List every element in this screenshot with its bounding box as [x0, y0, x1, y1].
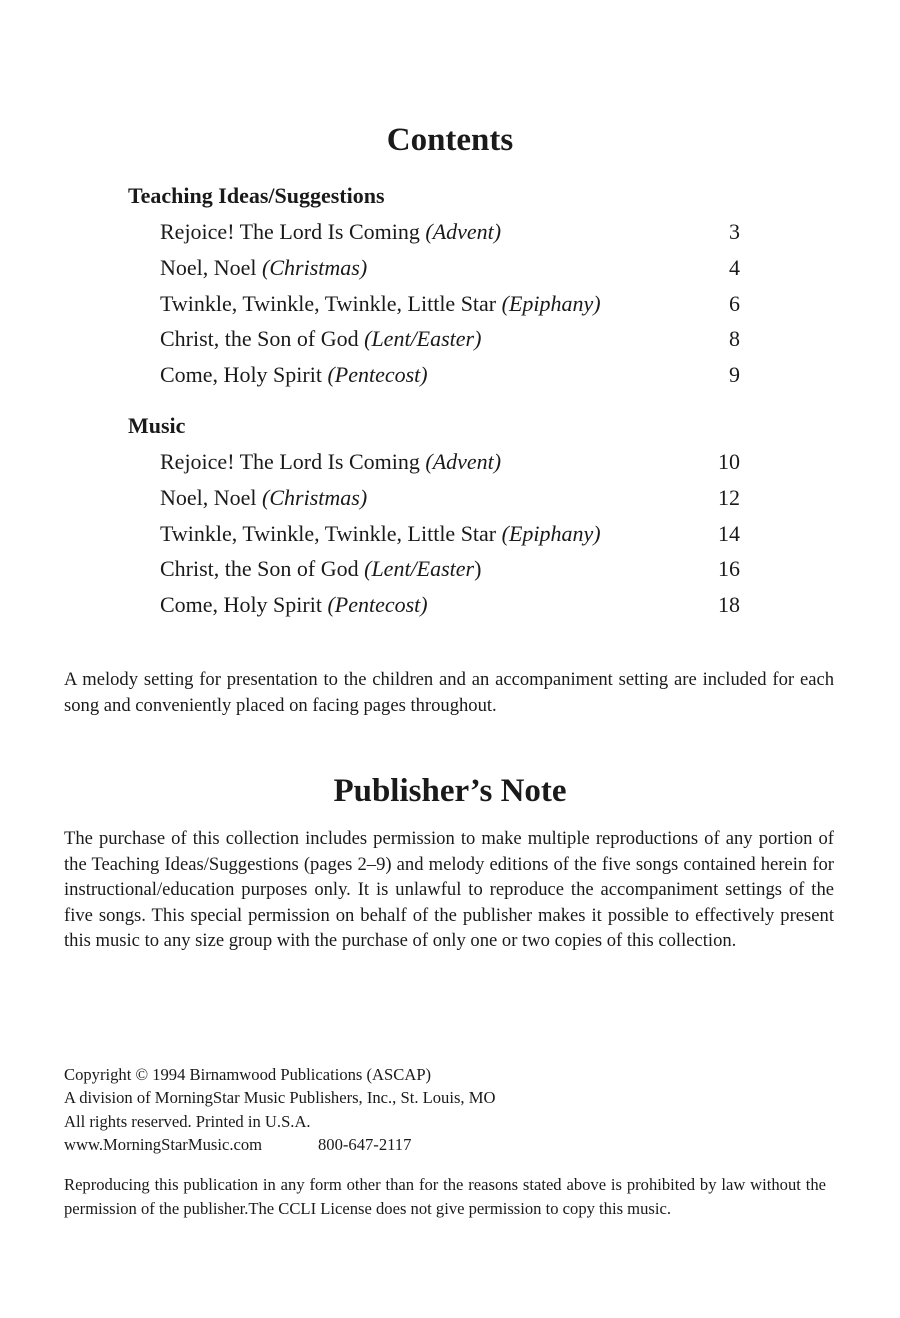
contents-title: Contents: [386, 122, 514, 158]
teaching-ideas-list: [160, 216, 740, 395]
toc-entry: [160, 518, 740, 554]
toc-entry: [160, 216, 740, 252]
toc-entry-season: (Christmas): [262, 254, 368, 280]
toc-entry-season: (Advent): [425, 449, 502, 474]
publishers-note-title: Publisher’s Note: [333, 773, 567, 809]
toc-entry-season: (Lent/Easter): [364, 326, 482, 352]
toc-entry-page: 18: [718, 592, 740, 618]
division-line: A division of MorningStar Music Publishers, Inc., St. Louis, MO: [64, 1088, 496, 1108]
toc-entry-page: 16: [718, 556, 740, 582]
toc-entry-title: Twinkle, Twinkle, Twinkle, Little Star: [160, 520, 497, 546]
toc-entry: [160, 553, 740, 589]
website-url: www.MorningStarMusic.com: [64, 1135, 263, 1155]
toc-entry-title: Rejoice! The Lord Is Coming: [160, 219, 420, 244]
toc-entry-page: 12: [718, 484, 740, 510]
toc-entry-title: Come, Holy Spirit: [160, 362, 322, 388]
toc-entry-page: 4: [729, 254, 740, 280]
music-heading: Music: [128, 413, 186, 438]
toc-entry: [160, 323, 740, 359]
toc-entry: [160, 589, 740, 625]
rights-line: All rights reserved. Printed in U.S.A.: [64, 1111, 311, 1131]
toc-entry-page: 9: [729, 362, 740, 388]
copyright-imprint: [64, 1063, 495, 1157]
toc-entry-season: (Christmas): [262, 484, 368, 510]
toc-entry-season: (Lent/Easter: [364, 556, 475, 582]
toc-entry-season: (Epiphany): [501, 290, 601, 316]
toc-entry-season: (Advent): [425, 219, 502, 244]
toc-entry-title: Twinkle, Twinkle, Twinkle, Little Star: [160, 290, 497, 316]
teaching-ideas-heading: Teaching Ideas/Suggestions: [128, 183, 385, 208]
toc-entry-season: (Pentecost): [327, 362, 428, 388]
toc-entry-title: Christ, the Son of God: [160, 556, 359, 582]
reproduction-notice: Reproducing this publication in any form other than for the reasons stated above is prohibited by law without the permission of the publisher.The CCLI License does not give permission to copy this music.: [64, 1175, 826, 1218]
copyright-line: Copyright © 1994 Birnamwood Publications (ASCAP): [64, 1065, 432, 1084]
toc-entry-title: Come, Holy Spirit: [160, 592, 322, 618]
toc-entry-season: (Pentecost): [327, 592, 428, 618]
toc-entry: [160, 482, 740, 518]
toc-entry-title: Rejoice! The Lord Is Coming: [160, 449, 420, 474]
toc-entry-season: (Epiphany): [501, 520, 601, 546]
toc-entry-title: Christ, the Son of God: [160, 326, 359, 352]
toc-entry-title: Noel, Noel: [160, 254, 257, 280]
phone-number: 800-647-2117: [318, 1135, 412, 1155]
contact-line: [64, 1133, 495, 1156]
toc-entry-page: 14: [718, 520, 740, 546]
toc-entry-page: 3: [729, 219, 740, 244]
toc-entry: [160, 359, 740, 395]
toc-entry: [160, 446, 740, 482]
toc-entry-page: 8: [729, 326, 740, 352]
toc-entry-title: Noel, Noel: [160, 484, 257, 510]
toc-entry-season-close: ): [474, 556, 482, 582]
toc-entry: [160, 252, 740, 288]
toc-entry-page: 10: [718, 449, 740, 474]
toc-entry-page: 6: [729, 290, 740, 316]
toc-entry: [160, 288, 740, 324]
publishers-note-text: The purchase of this collection includes permission to make multiple reproductions of any portion of the Teaching Ideas/Suggestions (pages 2–9) and melody editions of the five songs contained herein for instructional/education purposes only. It is unlawful to reproduce the accompaniment settings of the five songs. This special permission on behalf of the publisher makes it possible to effectively present this music to any size group with the purchase of only one or two copies of this collection.: [64, 828, 834, 952]
music-list: [160, 446, 740, 625]
melody-setting-note: A melody setting for presentation to the children and an accompaniment setting are included for each song and conveniently placed on facing pages throughout.: [64, 669, 834, 716]
